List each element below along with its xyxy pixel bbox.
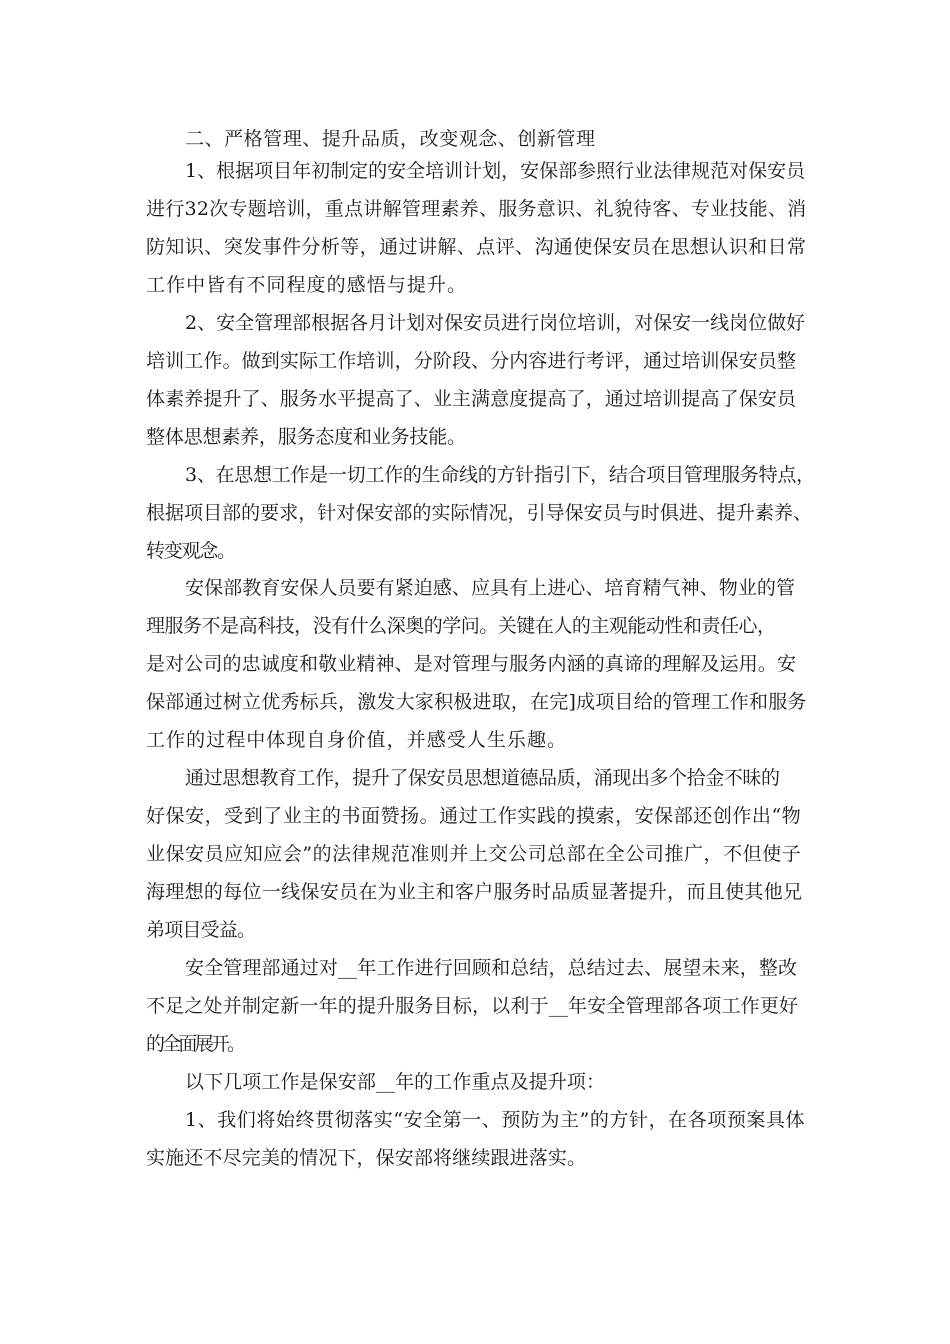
text-line: 的全面展开。 <box>146 1033 244 1055</box>
text-line: 工作中皆有不同程度的感悟与提升。 <box>146 274 468 296</box>
text-line: 好保安，受到了业主的书面赞扬。通过工作实践的摸索，安保部还创作出“物 <box>146 805 802 827</box>
text-line: 业保安员应知应会”的法律规范准则并上交公司总部在全公司推广，不但使子 <box>146 843 802 865</box>
text-line: 3、在思想工作是一切工作的生命线的方针指引下，结合项目管理服务特点， <box>185 464 815 486</box>
text-line: 1、我们将始终贯彻落实“安全第一、预防为主”的方针，在各项预案具体 <box>185 1109 806 1131</box>
text-line: 转变观念。 <box>146 540 235 562</box>
text-line: 进行32次专题培训，重点讲解管理素养、服务意识、礼貌待客、专业技能、消 <box>146 198 807 220</box>
text-line: 以下几项工作是保安部__年的工作重点及提升项： <box>185 1071 606 1093</box>
text-line: 工作的过程中体现自身价值，并感受人生乐趣。 <box>146 729 568 751</box>
text-line: 理服务不是高科技，没有什么深奥的学问。关键在人的主观能动性和责任心， <box>146 615 776 637</box>
text-line: 整体思想素养，服务态度和业务技能。 <box>146 426 466 448</box>
text-line: 弟项目受益。 <box>146 919 256 941</box>
text-line: 1、根据项目年初制定的安全培训计划，安保部参照行业法律规范对保安员 <box>185 160 806 182</box>
text-line: 2、安全管理部根据各月计划对保安员进行岗位培训，对保安一线岗位做好 <box>185 312 806 334</box>
section-heading: 二、严格管理、提升品质，改变观念、创新管理 <box>185 128 596 150</box>
text-line: 通过思想教育工作，提升了保安员思想道德品质，涌现出多个拾金不昧的 <box>185 767 780 789</box>
text-line: 实施还不尽完美的情况下，保安部将继续跟进落实。 <box>146 1147 587 1169</box>
text-line: 是对公司的忠诚度和敬业精神、是对管理与服务内涵的真谛的理解及运用。安 <box>146 653 797 675</box>
text-line: 海理想的每位一线保安员在为业主和客户服务时品质显著提升，而且使其他兄 <box>146 881 803 903</box>
text-line: 安全管理部通过对__年工作进行回顾和总结，总结过去、展望未来，整改 <box>185 957 798 979</box>
text-line: 安保部教育安保人员要有紧迫感、应具有上进心、培育精气神、物业的管 <box>185 577 796 599</box>
text-line: 培训工作。做到实际工作培训，分阶段、分内容进行考评，通过培训保安员整 <box>146 350 797 372</box>
text-line: 保部通过树立优秀标兵，激发大家积极进取，在完]成项目给的管理工作和服务 <box>146 691 807 713</box>
text-line: 根据项目部的要求，针对保安部的实际情况，引导保安员与时俱进、提升素养、 <box>146 502 813 524</box>
text-line: 体素养提升了、服务水平提高了、业主满意度提高了，通过培训提高了保安员 <box>146 388 797 410</box>
text-line: 防知识、突发事件分析等，通过讲解、点评、沟通使保安员在思想认识和日常 <box>146 236 807 258</box>
text-line: 不足之处并制定新一年的提升服务目标，以利于__年安全管理部各项工作更好 <box>146 995 799 1017</box>
